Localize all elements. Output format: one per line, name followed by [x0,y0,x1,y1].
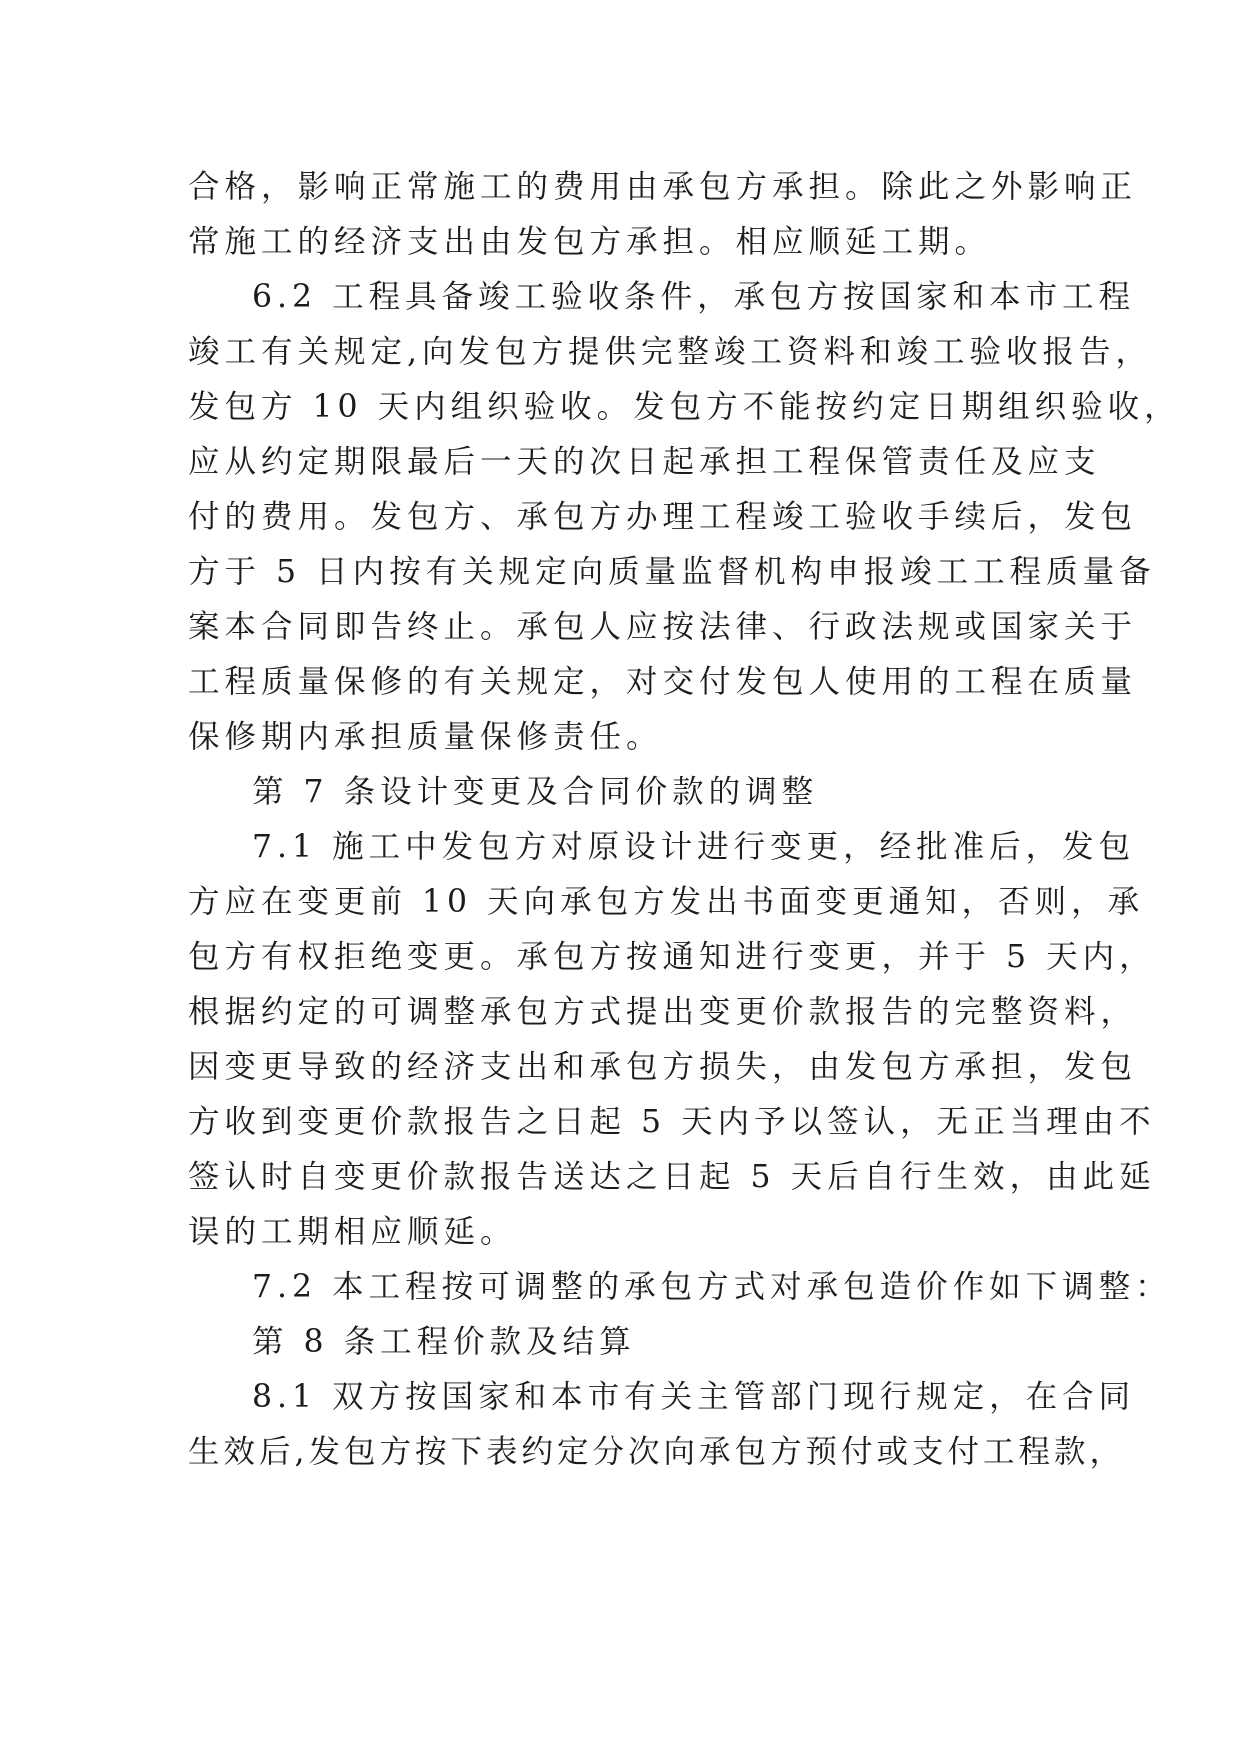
text-line: 因变更导致的经济支出和承包方损失，由发包方承担，发包 [188,1049,1138,1085]
contract-text-body [188,160,1181,1480]
clause-7-1-line: 7.1 施工中发包方对原设计进行变更，经批准后，发包 [252,829,1136,865]
text-line: 工程质量保修的有关规定，对交付发包人使用的工程在质量 [188,664,1138,700]
clause-6-2-line: 6.2 工程具备竣工验收条件，承包方按国家和本市工程 [252,279,1136,315]
text-line: 方应在变更前 10 天向承包方发出书面变更通知，否则，承 [188,884,1145,920]
text-line: 发包方 10 天内组织验收。发包方不能按约定日期组织验收， [188,389,1181,425]
text-line: 合格，影响正常施工的费用由承包方承担。除此之外影响正 [188,169,1138,205]
text-line: 包方有权拒绝变更。承包方按通知进行变更，并于 5 天内， [188,939,1156,975]
clause-7-2-line: 7.2 本工程按可调整的承包方式对承包造价作如下调整： [252,1269,1172,1305]
article-8-heading: 第 8 条工程价款及结算 [252,1324,636,1360]
text-line: 误的工期相应顺延。 [188,1214,517,1250]
text-line: 根据约定的可调整承包方式提出变更价款报告的完整资料， [188,994,1138,1030]
text-line: 应从约定期限最后一天的次日起承担工程保管责任及应支 [188,444,1101,480]
text-line: 保修期内承担质量保修责任。 [188,719,663,755]
text-line: 生效后,发包方按下表约定分次向承包方预付或支付工程款， [188,1434,1126,1470]
text-line: 方于 5 日内按有关规定向质量监督机构申报竣工工程质量备 [188,554,1156,590]
text-line: 付的费用。发包方、承包方办理工程竣工验收手续后，发包 [188,499,1138,535]
text-line: 签认时自变更价款报告送达之日起 5 天后自行生效，由此延 [188,1159,1156,1195]
text-line: 案本合同即告终止。承包人应按法律、行政法规或国家关于 [188,609,1138,645]
text-line: 竣工有关规定,向发包方提供完整竣工资料和竣工验收报告， [188,334,1153,370]
article-7-heading: 第 7 条设计变更及合同价款的调整 [252,774,819,810]
text-line: 常施工的经济支出由发包方承担。相应顺延工期。 [188,224,992,260]
clause-8-1-line: 8.1 双方按国家和本市有关主管部门现行规定，在合同 [252,1379,1136,1415]
text-line: 方收到变更价款报告之日起 5 天内予以签认，无正当理由不 [188,1104,1156,1140]
